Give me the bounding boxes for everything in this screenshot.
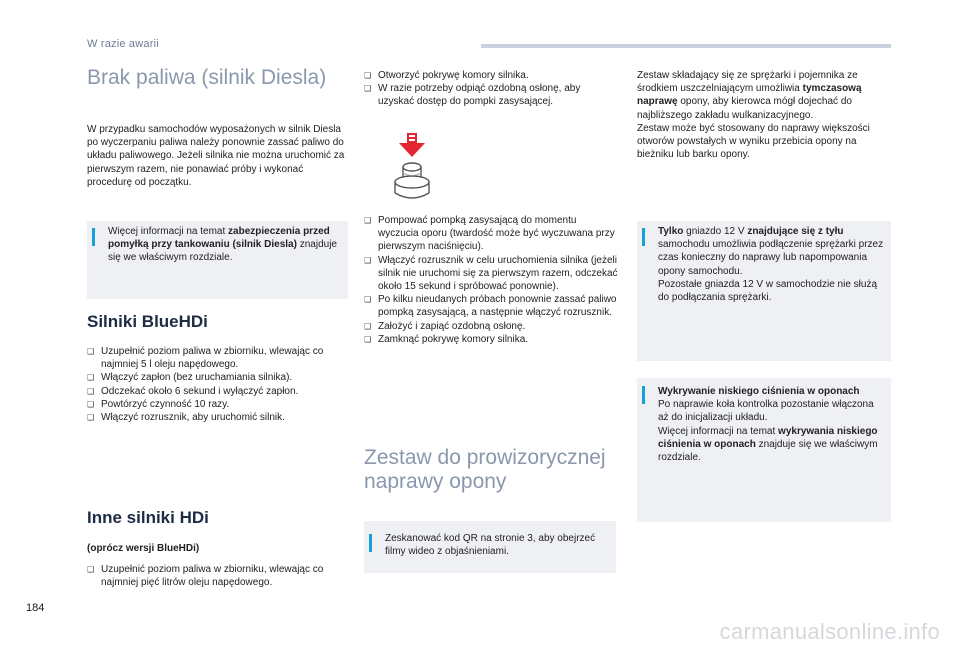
info-note-socket-text	[658, 225, 886, 304]
title-other-hdi: Inne silniki HDi	[87, 508, 209, 527]
intro-text: Zestaw może być stosowany do naprawy większości otworów powstałych w wyniku przebicia opony na bieżniku lub barku opony.	[637, 122, 870, 161]
list-item	[87, 345, 357, 371]
checkbox-bullet-icon: ❑	[364, 71, 372, 80]
list-item	[364, 293, 619, 319]
step-text: Zamknąć pokrywę komory silnika.	[378, 333, 529, 345]
note-text: Więcej informacji na temat	[108, 226, 229, 237]
step-text: Powtórzyć czynność 10 razy.	[101, 398, 230, 410]
intro-text: opony, aby kierowca mógł dojechać do najbliższego zakładu wulkanizacyjnego.	[637, 96, 852, 121]
checkbox-bullet-icon: ❑	[364, 321, 372, 331]
note-bold: znajdujące się z tyłu	[747, 226, 844, 237]
step-text: W razie potrzeby odpiąć ozdobną osłonę, aby uzyskać dostęp do pompki zasysającej.	[378, 83, 581, 108]
watermark: carmanualsonline.info	[719, 619, 940, 644]
note-text: znajduje się we właściwym rozdziale.	[658, 438, 878, 464]
step-text: Po kilku nieudanych próbach ponownie zassać paliwo pompką zasysającą, a następnie włączyć rozrusznik.	[378, 294, 617, 319]
checkbox-bullet-icon: ❑	[87, 399, 95, 409]
step-text: Otworzyć pokrywę komory silnika.	[378, 70, 529, 81]
list-item	[364, 254, 619, 294]
note-text: gniazdo 12 V	[683, 226, 748, 237]
checkbox-bullet-icon: ❑	[87, 413, 95, 423]
checkbox-bullet-icon: ❑	[364, 255, 372, 265]
fuel-empty-intro: W przypadku samochodów wyposażonych w silnik Diesla po wyczerpaniu paliwa należy ponownie zassać paliwo do układu paliwowego. Jeżeli silnika nie można uruchomić za pierwszym razem, nie ponawiać próby i wykonać procedurę od początku.	[87, 124, 345, 188]
step-text: Uzupełnić poziom paliwa w zbiorniku, wlewając co najmniej pięć litrów oleju napędowego.	[101, 564, 324, 589]
list-item	[87, 411, 357, 424]
section-header: W razie awarii	[87, 38, 159, 50]
note-text: Więcej informacji na temat	[658, 425, 779, 437]
title-fuel-empty: Brak paliwa (silnik Diesla)	[87, 66, 327, 89]
info-note-marker	[642, 386, 645, 404]
list-item	[364, 214, 619, 254]
checkbox-bullet-icon: ❑	[87, 373, 95, 383]
note-text: Po naprawie koła kontrolka pozostanie włączona aż do inicjalizacji układu.	[658, 399, 874, 424]
step-text: Włączyć rozrusznik, aby uruchomić silnik.	[101, 412, 285, 424]
step-text: Uzupełnić poziom paliwa w zbiorniku, wlewając co najmniej 5 l oleju napędowego.	[101, 346, 324, 371]
list-item	[364, 69, 619, 82]
note-bold: zabezpieczenia przed pomyłką przy tankowaniu (silnik Diesla)	[108, 226, 330, 251]
step-text: Założyć i zapiąć ozdobną osłonę.	[378, 320, 526, 332]
title-bluehdi: Silniki BlueHDi	[87, 312, 208, 331]
engine-cover-steps	[364, 69, 619, 109]
step-text: Odczekać około 6 sekund i wyłączyć zapłon.	[101, 385, 299, 397]
checkbox-bullet-icon: ❑	[87, 347, 95, 356]
info-note-misfuel-text	[108, 225, 340, 265]
checkbox-bullet-icon: ❑	[87, 565, 95, 574]
checkbox-bullet-icon: ❑	[364, 216, 372, 225]
intro-text: Zestaw składający się ze sprężarki i pojemnika ze środkiem uszczelniającym umożliwia	[637, 70, 858, 95]
list-item	[87, 563, 327, 589]
repair-kit-intro	[637, 69, 889, 161]
info-note-qr-text: Zeskanować kod QR na stronie 3, aby obejrzeć filmy wideo z objaśnieniami.	[385, 533, 596, 558]
list-item	[87, 371, 357, 384]
list-item	[364, 333, 619, 346]
step-text: Pompować pompką zasysającą do momentu wyczucia oporu (twardość może być wyczuwana przy pierwszym naciśnięciu).	[378, 215, 615, 253]
info-note-tpms-text	[658, 385, 886, 464]
other-hdi-steps	[87, 563, 327, 589]
list-item	[87, 398, 357, 411]
step-text: Włączyć zapłon (bez uruchamiania silnika).	[101, 372, 293, 384]
step-text: Włączyć rozrusznik w celu uruchomienia silnika (jeżeli silnik nie uruchomi się za pierwszym razem, odczekać około 15 sekund i spróbować ponownie).	[378, 254, 618, 293]
bluehdi-steps	[87, 345, 357, 424]
hand-pump-icon	[387, 131, 437, 203]
note-bold: wykrywania niskiego ciśnienia w oponach	[658, 425, 878, 450]
checkbox-bullet-icon: ❑	[364, 295, 372, 305]
list-item	[364, 82, 619, 108]
pump-steps	[364, 214, 619, 346]
page-number: 184	[26, 602, 45, 614]
note-text: samochodu umożliwia podłączenie sprężarki przez czas konieczny do naprawy lub napompowania opony samochodu.	[658, 239, 884, 277]
header-divider	[481, 44, 891, 48]
checkbox-bullet-icon: ❑	[87, 386, 95, 396]
list-item	[364, 320, 619, 333]
checkbox-bullet-icon: ❑	[364, 334, 372, 344]
intro-bold: tymczasową naprawę	[637, 83, 862, 108]
info-note-marker	[92, 228, 95, 246]
note-text: znajduje się we właściwym rozdziale.	[108, 239, 337, 264]
note-title: Wykrywanie niskiego ciśnienia w oponach	[658, 386, 860, 397]
note-bold: Tylko	[658, 226, 684, 237]
checkbox-bullet-icon: ❑	[364, 84, 372, 94]
note-text: Pozostałe gniazda 12 V w samochodzie nie służą do podłączania sprężarki.	[658, 278, 878, 304]
other-hdi-subtitle: (oprócz wersji BlueHDi)	[87, 543, 200, 554]
info-note-marker	[642, 228, 645, 246]
info-note-marker	[369, 534, 372, 552]
list-item	[87, 385, 357, 398]
title-repair-kit: Zestaw do prowizorycznej naprawy opony	[364, 446, 606, 494]
